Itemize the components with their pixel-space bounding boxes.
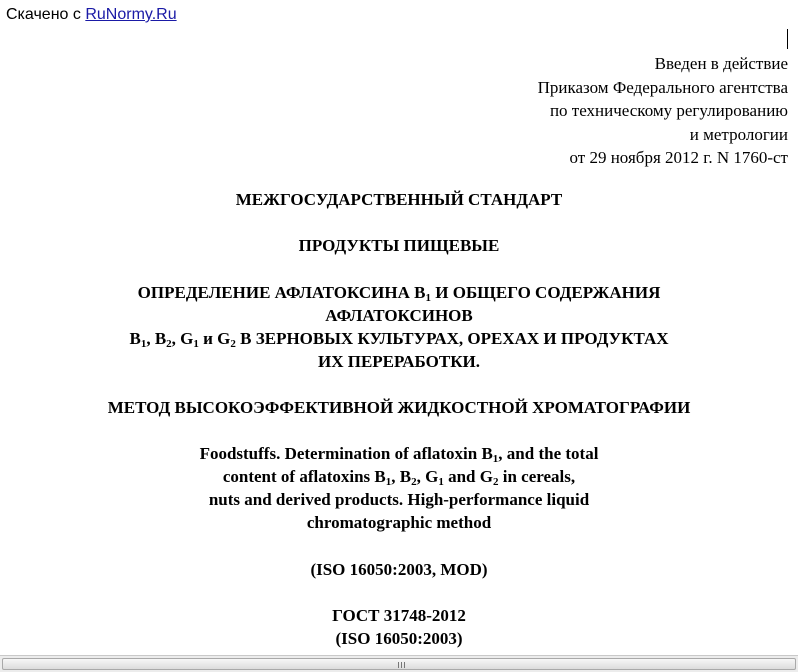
english-title-line-3: nuts and derived products. High-performance liquid (208, 490, 590, 509)
intro-block (538, 52, 788, 170)
russian-title-line-2: АФЛАТОКСИНОВ (325, 306, 473, 325)
english-title-line-4: chromatographic method (306, 513, 492, 532)
intro-line: по техническому регулированию (549, 101, 788, 120)
source-line (6, 5, 177, 25)
standard-type-heading (0, 188, 798, 211)
grip-icon (398, 662, 406, 668)
iso-mod-text: (ISO 16050:2003, MOD) (310, 560, 488, 579)
horizontal-scrollbar[interactable] (0, 655, 798, 672)
intro-line: Введен в действие (654, 54, 788, 73)
product-heading (0, 234, 798, 257)
russian-title-line-1: ОПРЕДЕЛЕНИЕ АФЛАТОКСИНА $B_1$ И ОБЩЕГО СОДЕРЖАНИЯ (137, 283, 661, 304)
runormy-link[interactable]: RuNormy.Ru (85, 6, 177, 23)
gost-number: ГОСТ 31748-2012 (332, 606, 466, 625)
intro-line: от 29 ноября 2012 г. N 1760-ст (569, 148, 788, 167)
gost-designation (0, 604, 798, 650)
scrollbar-thumb[interactable] (2, 658, 796, 670)
source-prefix: Скачено с (6, 6, 81, 23)
text-cursor (787, 29, 788, 49)
russian-title (0, 281, 798, 373)
english-title (0, 442, 798, 534)
russian-title-line-3: $B_1$, $B_2$, $G_1$ и $G_2$ В ЗЕРНОВЫХ КУЛЬТУРАХ, ОРЕХАХ И ПРОДУКТАХ (129, 329, 669, 350)
english-title-line-1: Foodstuffs. Determination of aflatoxin $B_1$, and the total (199, 444, 599, 465)
intro-line: Приказом Федерального агентства (537, 77, 788, 97)
russian-title-line-4: ИХ ПЕРЕРАБОТКИ. (317, 352, 480, 371)
method-text: МЕТОД ВЫСОКОЭФФЕКТИВНОЙ ЖИДКОСТНОЙ ХРОМАТОГРАФИИ (107, 398, 691, 417)
method-heading (0, 396, 798, 419)
iso-number: (ISO 16050:2003) (335, 629, 463, 648)
product-text: ПРОДУКТЫ ПИЩЕВЫЕ (298, 236, 500, 255)
iso-mod-reference (0, 558, 798, 581)
english-title-line-2: content of aflatoxins $B_1$, $B_2$, $G_1$ and $G_2$ in cereals, (222, 467, 576, 488)
intro-line: и метрологии (689, 124, 788, 144)
standard-type-text: МЕЖГОСУДАРСТВЕННЫЙ СТАНДАРТ (235, 190, 563, 209)
